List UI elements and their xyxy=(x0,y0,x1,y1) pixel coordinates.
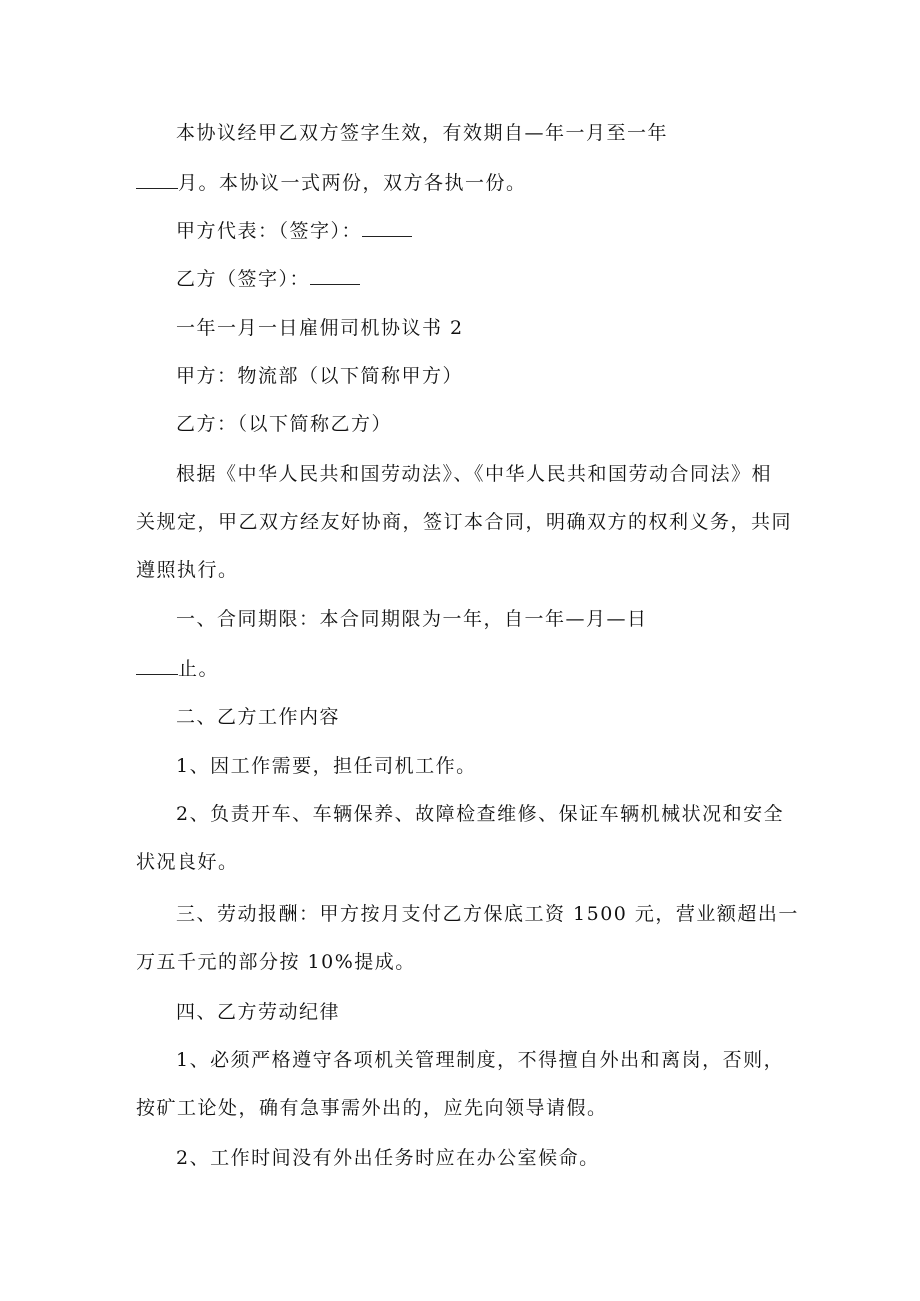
work-item-2-text-a: 2、负责开车、车辆保养、故障检查维修、保证车辆机械状况和安全 xyxy=(176,803,785,825)
party-b-line xyxy=(176,412,392,436)
term-line1 xyxy=(176,607,648,631)
signature-a-blank xyxy=(362,218,412,237)
signature-a-label: 甲方代表：（签字）： xyxy=(176,220,363,242)
party-b-text: 乙方：（以下简称乙方） xyxy=(176,413,393,435)
validity-text: 本协议经甲乙双方签字生效，有效期自—年一月至一年 xyxy=(176,122,669,144)
work-title xyxy=(176,705,340,729)
signature-b-label: 乙方（签字）： xyxy=(176,268,311,290)
signature-party-a xyxy=(176,218,412,243)
party-a-line xyxy=(176,364,463,388)
term-line2 xyxy=(136,656,219,681)
rule-item-2 xyxy=(176,1146,600,1170)
pay-line2 xyxy=(136,950,416,974)
pay-line1 xyxy=(176,902,799,926)
intro-text-3: 遵照执行。 xyxy=(136,559,239,581)
signature-b-blank xyxy=(310,266,360,285)
work-item-1-text: 1、因工作需要，担任司机工作。 xyxy=(176,755,477,777)
party-a-text: 甲方：物流部（以下简称甲方） xyxy=(176,365,464,387)
rule-item-1-text-b: 按矿工论处，确有急事需外出的，应先向领导请假。 xyxy=(136,1097,608,1119)
paragraph-validity-line1 xyxy=(176,121,668,145)
pay-text-2: 万五千元的部分按 10%提成。 xyxy=(136,951,416,973)
work-item-2-line2 xyxy=(136,850,239,874)
work-item-1 xyxy=(176,754,477,778)
term-text: 一、合同期限：本合同期限为一年，自一年—月—日 xyxy=(176,608,648,630)
work-section-heading: 二、乙方工作内容 xyxy=(176,706,341,728)
term-blank xyxy=(136,656,178,675)
intro-text-1: 根据《中华人民共和国劳动法》、《中华人民共和国劳动合同法》相 xyxy=(176,463,773,485)
work-item-2-line1 xyxy=(176,802,784,826)
intro-line3 xyxy=(136,558,239,582)
rule-item-1-line1 xyxy=(176,1048,784,1072)
copies-text: 月。本协议一式两份，双方各执一份。 xyxy=(178,172,527,194)
work-item-2-text-b: 状况良好。 xyxy=(136,851,239,873)
rule-item-2-text: 2、工作时间没有外出任务时应在办公室候命。 xyxy=(176,1147,600,1169)
rule-title xyxy=(176,1000,340,1024)
blank-underline xyxy=(136,170,178,189)
signature-party-b xyxy=(176,266,360,291)
intro-line2 xyxy=(136,510,792,534)
date-and-title xyxy=(176,316,464,340)
intro-line1 xyxy=(176,462,772,486)
rule-item-1-line2 xyxy=(136,1096,608,1120)
rule-item-1-text-a: 1、必须严格遵守各项机关管理制度，不得擅自外出和离岗，否则， xyxy=(176,1049,785,1071)
intro-text-2: 关规定，甲乙双方经友好协商，签订本合同，明确双方的权利义务，共同 xyxy=(136,511,793,533)
rule-section-heading: 四、乙方劳动纪律 xyxy=(176,1001,341,1023)
agreement-title: 一年一月一日雇佣司机协议书 2 xyxy=(176,317,464,339)
term-end-text: 止。 xyxy=(178,658,220,680)
pay-text-1: 三、劳动报酬：甲方按月支付乙方保底工资 1500 元，营业额超出一 xyxy=(176,903,799,925)
paragraph-validity-line2 xyxy=(136,170,527,195)
